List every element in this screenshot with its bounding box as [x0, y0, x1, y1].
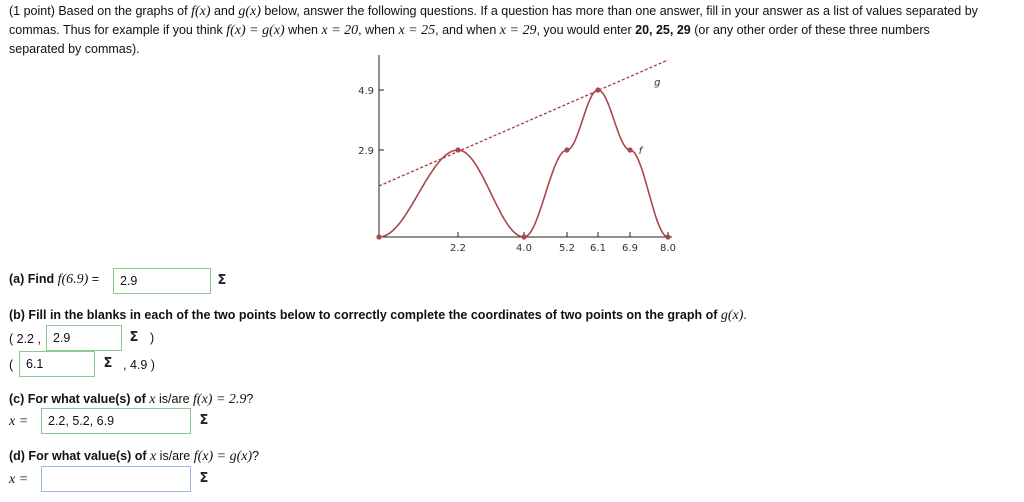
- answer-b2-input[interactable]: 6.1: [19, 351, 95, 377]
- instructions: (1 point) Based on the graphs of f(x) and g(x) below, answer the following questions. If a question has more than one answer, fill in your answer as a list of values separated by commas. Thus for example if you think f(x) = g(x) when x = 20, when x = 25, and when x = 29, you would enter 20, 25, 29 (or any other order of these three numbers separated by commas).: [9, 4, 978, 56]
- x-equals-label: x =: [9, 414, 29, 429]
- answer-a-input[interactable]: 2.9: [113, 268, 211, 294]
- f-point: [595, 87, 600, 92]
- sigma-icon[interactable]: Σ: [199, 471, 209, 486]
- question-d-label: (d) For what value(s) of x is/are f(x) = g(x)?: [9, 449, 260, 464]
- f-point: [376, 234, 381, 239]
- f-curve: [379, 90, 668, 237]
- f-curve-label: f: [638, 146, 643, 157]
- answer-c-input[interactable]: 2.2, 5.2, 6.9: [41, 408, 191, 434]
- g-curve-label: g: [654, 77, 661, 89]
- question-a-label: (a) Find f(6.9) =: [9, 272, 100, 287]
- y-tick-label: 4.9: [358, 86, 374, 97]
- question-c-label: (c) For what value(s) of x is/are f(x) = 2.9?: [9, 392, 254, 407]
- f-point: [665, 234, 670, 239]
- x-tick-label: 5.2: [559, 243, 575, 254]
- f-point: [521, 234, 526, 239]
- x-tick-label: 6.1: [590, 243, 606, 254]
- x-tick-label: 8.0: [660, 243, 676, 254]
- point2-open: (: [9, 358, 14, 372]
- sigma-icon[interactable]: Σ: [103, 356, 113, 371]
- f-point: [627, 147, 632, 152]
- g-line: [379, 60, 668, 186]
- point1-open: ( 2.2 ,: [9, 332, 41, 346]
- sigma-icon[interactable]: Σ: [217, 273, 227, 288]
- question-b-label: (b) Fill in the blanks in each of the two points below to correctly complete the coordinates of two points on the graph of g(x).: [9, 308, 747, 323]
- answer-b1-input[interactable]: 2.9: [46, 325, 122, 351]
- x-tick-label: 4.0: [516, 243, 532, 254]
- answer-d-input[interactable]: [41, 466, 191, 492]
- sigma-icon[interactable]: Σ: [129, 330, 139, 345]
- f-point: [455, 147, 460, 152]
- sigma-icon[interactable]: Σ: [199, 413, 209, 428]
- f-point: [564, 147, 569, 152]
- x-tick-label: 2.2: [450, 243, 466, 254]
- y-tick-label: 2.9: [358, 146, 374, 157]
- point1-close: ): [150, 331, 155, 345]
- x-tick-label: 6.9: [622, 243, 638, 254]
- x-equals-label: x =: [9, 472, 29, 487]
- point2-close: , 4.9 ): [123, 358, 155, 372]
